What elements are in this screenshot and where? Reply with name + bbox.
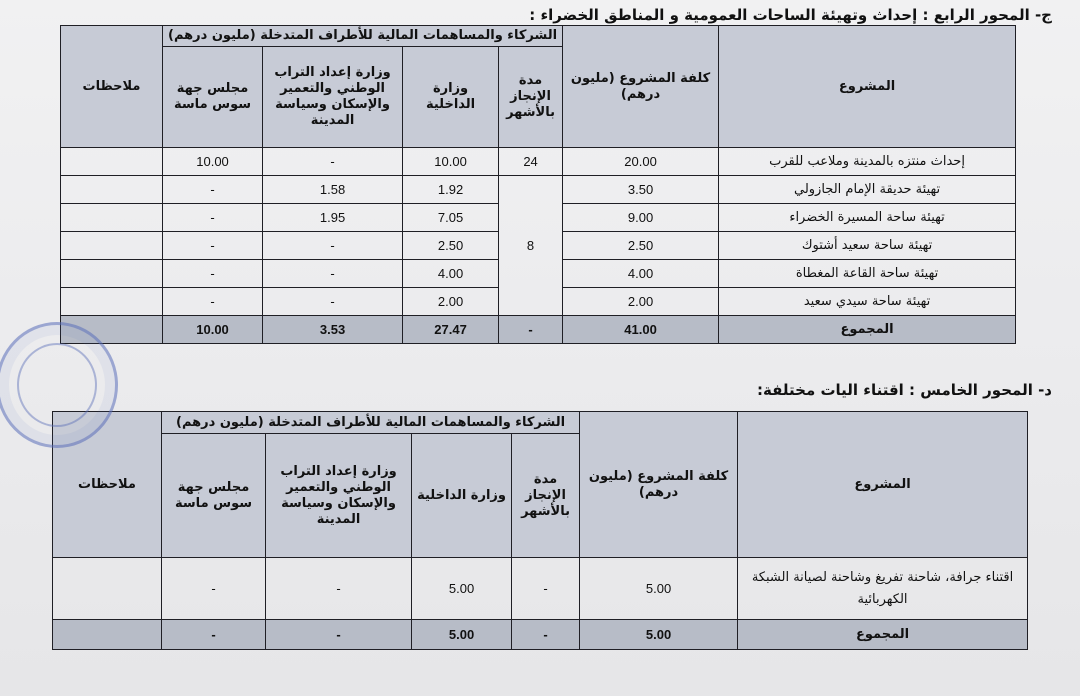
section-4-table xyxy=(60,25,1016,344)
cell-interior: 4.00 xyxy=(403,260,499,288)
total-row xyxy=(61,316,1016,344)
header-region-council: مجلس جهة سوس ماسة xyxy=(163,47,263,148)
cell-cost: 2.50 xyxy=(563,232,719,260)
cell-interior: 2.00 xyxy=(403,288,499,316)
cell-planning: - xyxy=(263,260,403,288)
total-planning: 3.53 xyxy=(263,316,403,344)
cell-cost: 5.00 xyxy=(580,558,738,620)
cell-region: 10.00 xyxy=(163,148,263,176)
header-notes: ملاحظات xyxy=(61,26,163,148)
header-duration: مدة الإنجاز بالأشهر xyxy=(512,434,580,558)
cell-cost: 20.00 xyxy=(563,148,719,176)
cell-interior: 5.00 xyxy=(412,558,512,620)
header-duration: مدة الإنجاز بالأشهر xyxy=(499,47,563,148)
cell-region: - xyxy=(163,204,263,232)
table-row xyxy=(53,558,1028,620)
cell-interior: 7.05 xyxy=(403,204,499,232)
header-project: المشروع xyxy=(719,26,1016,148)
header-project: المشروع xyxy=(738,412,1028,558)
header-planning-ministry: وزارة إعداد التراب الوطني والتعمير والإسكان وسياسة المدينة xyxy=(266,434,412,558)
cell-cost: 9.00 xyxy=(563,204,719,232)
header-interior: وزارة الداخلية xyxy=(412,434,512,558)
cell-notes xyxy=(61,176,163,204)
cell-interior: 10.00 xyxy=(403,148,499,176)
total-cost: 41.00 xyxy=(563,316,719,344)
cell-planning: - xyxy=(263,148,403,176)
cell-project: تهيئة حديقة الإمام الجازولي xyxy=(719,176,1016,204)
total-interior: 5.00 xyxy=(412,620,512,650)
cell-project: اقتناء جرافة، شاحنة تفريغ وشاحنة لصيانة الشبكة الكهربائية xyxy=(738,558,1028,620)
cell-project: تهيئة ساحة المسيرة الخضراء xyxy=(719,204,1016,232)
header-cost: كلفة المشروع (مليون درهم) xyxy=(580,412,738,558)
cell-region: - xyxy=(162,558,266,620)
cell-region: - xyxy=(163,288,263,316)
header-interior: وزارة الداخلية xyxy=(403,47,499,148)
cell-duration: - xyxy=(512,558,580,620)
header-cost: كلفة المشروع (مليون درهم) xyxy=(563,26,719,148)
cell-planning: - xyxy=(263,288,403,316)
cell-project: تهيئة ساحة سعيد أشتوك xyxy=(719,232,1016,260)
cell-notes xyxy=(61,232,163,260)
official-stamp-icon xyxy=(0,322,118,448)
header-partners: الشركاء والمساهمات المالية للأطراف المتدخلة (مليون درهم) xyxy=(162,412,580,434)
cell-notes xyxy=(61,260,163,288)
cell-planning: - xyxy=(266,558,412,620)
section-5-table xyxy=(52,411,1028,650)
cell-region: - xyxy=(163,260,263,288)
cell-duration: 24 xyxy=(499,148,563,176)
cell-region: - xyxy=(163,176,263,204)
total-duration: - xyxy=(512,620,580,650)
total-notes xyxy=(53,620,162,650)
cell-planning: 1.58 xyxy=(263,176,403,204)
total-duration: - xyxy=(499,316,563,344)
cell-project: تهيئة ساحة القاعة المغطاة xyxy=(719,260,1016,288)
total-cost: 5.00 xyxy=(580,620,738,650)
cell-region: - xyxy=(163,232,263,260)
cell-cost: 3.50 xyxy=(563,176,719,204)
total-planning: - xyxy=(266,620,412,650)
total-interior: 27.47 xyxy=(403,316,499,344)
cell-cost: 2.00 xyxy=(563,288,719,316)
total-region: 10.00 xyxy=(163,316,263,344)
section-5-title: د- المحور الخامس : اقتناء اليات مختلفة: xyxy=(757,381,1052,399)
header-planning-ministry: وزارة إعداد التراب الوطني والتعمير والإسكان وسياسة المدينة xyxy=(263,47,403,148)
total-label: المجموع xyxy=(719,316,1016,344)
cell-cost: 4.00 xyxy=(563,260,719,288)
total-region: - xyxy=(162,620,266,650)
stamp-inner-ring xyxy=(17,343,97,427)
cell-planning: 1.95 xyxy=(263,204,403,232)
cell-project: إحداث منتزه بالمدينة وملاعب للقرب xyxy=(719,148,1016,176)
table-row xyxy=(61,148,1016,176)
total-label: المجموع xyxy=(738,620,1028,650)
cell-planning: - xyxy=(263,232,403,260)
section-4-title: ج- المحور الرابع : إحداث وتهيئة الساحات العمومية و المناطق الخضراء : xyxy=(529,6,1052,24)
cell-project: تهيئة ساحة سيدي سعيد xyxy=(719,288,1016,316)
cell-duration-merged: 8 xyxy=(499,176,563,316)
cell-interior: 2.50 xyxy=(403,232,499,260)
table-row xyxy=(61,176,1016,204)
header-region-council: مجلس جهة سوس ماسة xyxy=(162,434,266,558)
cell-notes xyxy=(61,148,163,176)
header-notes: ملاحظات xyxy=(53,412,162,558)
cell-notes xyxy=(61,288,163,316)
header-partners: الشركاء والمساهمات المالية للأطراف المتدخلة (مليون درهم) xyxy=(163,26,563,47)
cell-notes xyxy=(61,204,163,232)
total-row xyxy=(53,620,1028,650)
cell-notes xyxy=(53,558,162,620)
cell-interior: 1.92 xyxy=(403,176,499,204)
